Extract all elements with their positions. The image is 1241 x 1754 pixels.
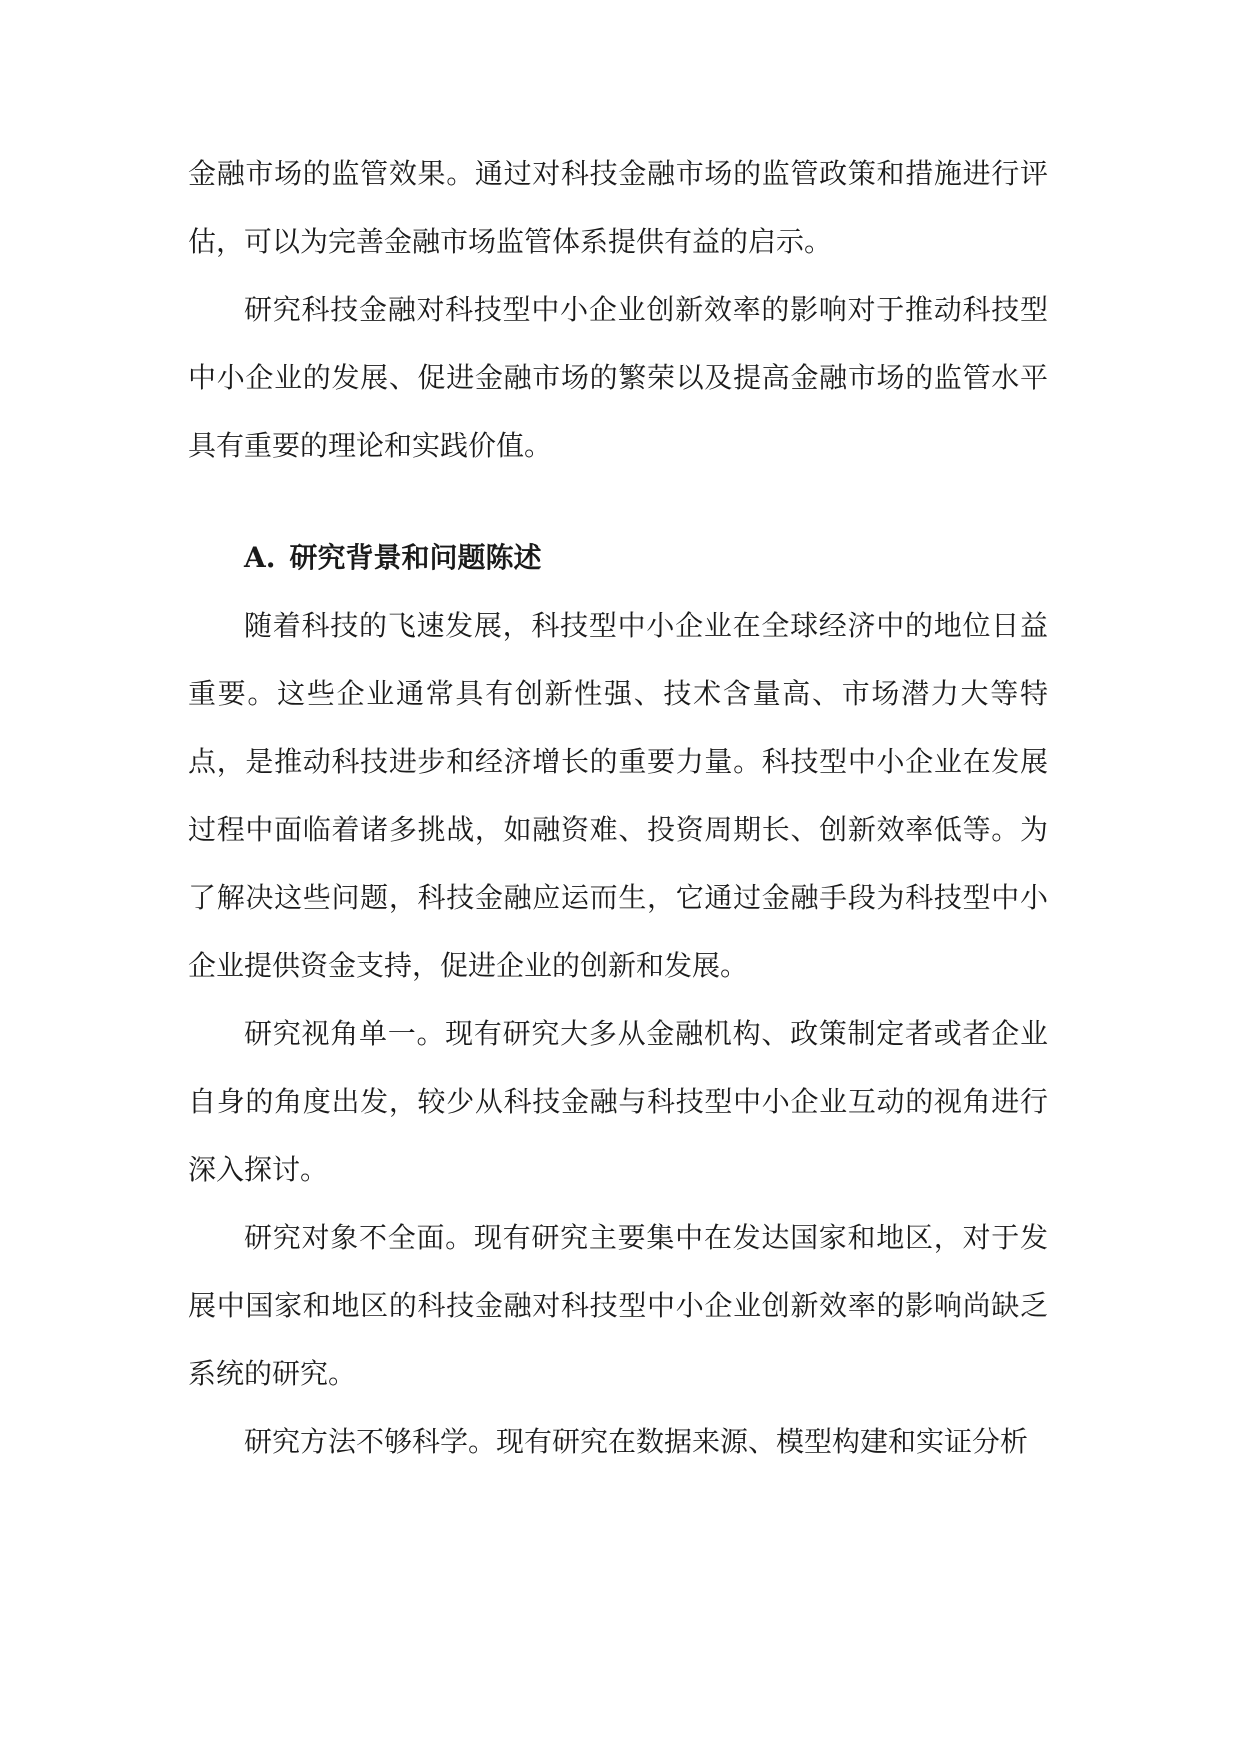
paragraph-research-object: 研究对象不全面。现有研究主要集中在发达国家和地区，对于发展中国家和地区的科技金融对科技型中小企业创新效率的影响尚缺乏系统的研究。 bbox=[188, 1221, 1048, 1390]
section-heading bbox=[188, 524, 1048, 592]
section-number: A. bbox=[244, 541, 276, 574]
paragraph-research-method: 研究方法不够科学。现有研究在数据来源、模型构建和实证分析 bbox=[244, 1425, 1029, 1458]
document-body bbox=[188, 140, 1048, 1476]
paragraph-research-significance: 研究科技金融对科技型中小企业创新效率的影响对于推动科技型中小企业的发展、促进金融市场的繁荣以及提高金融市场的监管水平具有重要的理论和实践价值。 bbox=[188, 293, 1048, 462]
paragraph-perspective: 研究视角单一。现有研究大多从金融机构、政策制定者或者企业自身的角度出发，较少从科技金融与科技型中小企业互动的视角进行深入探讨。 bbox=[188, 1017, 1048, 1186]
paragraph-continuation: 金融市场的监管效果。通过对科技金融市场的监管政策和措施进行评估，可以为完善金融市场监管体系提供有益的启示。 bbox=[188, 157, 1048, 258]
section-title: 研究背景和问题陈述 bbox=[289, 541, 542, 574]
paragraph-background: 随着科技的飞速发展，科技型中小企业在全球经济中的地位日益重要。这些企业通常具有创新性强、技术含量高、市场潜力大等特点，是推动科技进步和经济增长的重要力量。科技型中小企业在发展过程中面临着诸多挑战，如融资难、投资周期长、创新效率低等。为了解决这些问题，科技金融应运而生，它通过金融手段为科技型中小企业提供资金支持，促进企业的创新和发展。 bbox=[188, 609, 1048, 982]
